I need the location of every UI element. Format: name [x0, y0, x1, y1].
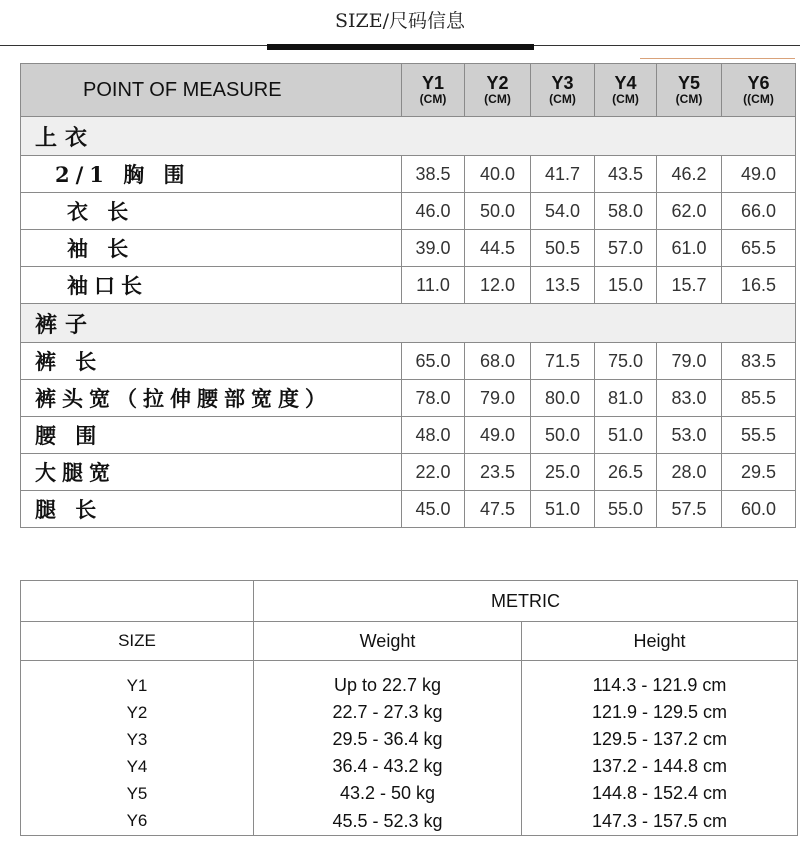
- size-label: Y2: [486, 73, 509, 93]
- size-header-y3: [531, 64, 595, 117]
- measure-value: 16.5: [722, 267, 796, 304]
- measure-value: 66.0: [722, 193, 796, 230]
- measure-label: 衣 长: [21, 193, 402, 230]
- weight-cell: 22.7 - 27.3 kg: [254, 699, 522, 726]
- measure-value: 54.0: [531, 193, 595, 230]
- measure-value: 60.0: [722, 491, 796, 528]
- height-cell: 144.8 - 152.4 cm: [522, 780, 798, 807]
- measure-value: 41.7: [531, 156, 595, 193]
- size-cell: Y6: [21, 807, 254, 836]
- measure-value: 25.0: [531, 454, 595, 491]
- measure-value: 13.5: [531, 267, 595, 304]
- measure-value: 29.5: [722, 454, 796, 491]
- measure-row: [21, 267, 796, 304]
- measure-value: 50.0: [531, 417, 595, 454]
- metric-size-table: [20, 580, 798, 836]
- size-label: Y5: [677, 73, 701, 93]
- header-accent-bar: [267, 44, 534, 50]
- size-header-y4: [595, 64, 657, 117]
- section-title: 裤子: [21, 304, 796, 343]
- size-label: Y4: [614, 73, 637, 93]
- weight-cell: 36.4 - 43.2 kg: [254, 753, 522, 780]
- measurement-header-row: [21, 64, 796, 117]
- size-label: Y6: [747, 73, 770, 93]
- size-cell: Y4: [21, 753, 254, 780]
- measure-row: [21, 380, 796, 417]
- height-cell: 137.2 - 144.8 cm: [522, 753, 798, 780]
- measure-value: 55.0: [595, 491, 657, 528]
- spacer-cell: [254, 661, 522, 673]
- measure-value: 11.0: [402, 267, 465, 304]
- measure-value: 79.0: [657, 343, 722, 380]
- measure-value: 50.5: [531, 230, 595, 267]
- measure-value: 78.0: [402, 380, 465, 417]
- measure-value: 49.0: [465, 417, 531, 454]
- measure-value: 83.0: [657, 380, 722, 417]
- measure-label: 裤 长: [21, 343, 402, 380]
- measure-value: 51.0: [595, 417, 657, 454]
- measure-row: [21, 491, 796, 528]
- measure-label: 腿 长: [21, 491, 402, 528]
- measure-value: 47.5: [465, 491, 531, 528]
- metric-row: [21, 726, 798, 753]
- size-column-header: SIZE: [21, 622, 254, 661]
- measure-value: 68.0: [465, 343, 531, 380]
- measure-value: 12.0: [465, 267, 531, 304]
- metric-row: [21, 672, 798, 699]
- metric-row: [21, 699, 798, 726]
- section-header-row: [21, 304, 796, 343]
- height-column-header: Height: [522, 622, 798, 661]
- measure-value: 50.0: [465, 193, 531, 230]
- height-cell: 121.9 - 129.5 cm: [522, 699, 798, 726]
- metric-row: [21, 780, 798, 807]
- height-cell: 129.5 - 137.2 cm: [522, 726, 798, 753]
- measure-value: 62.0: [657, 193, 722, 230]
- size-label: Y3: [551, 73, 574, 93]
- measure-label: 大腿宽: [21, 454, 402, 491]
- metric-row: [21, 753, 798, 780]
- height-cell: 114.3 - 121.9 cm: [522, 672, 798, 699]
- size-unit: (CM): [419, 92, 447, 106]
- measure-label: 袖 长: [21, 230, 402, 267]
- measurement-table: [20, 63, 796, 528]
- measure-value: 57.5: [657, 491, 722, 528]
- measure-value: 83.5: [722, 343, 796, 380]
- measure-value: 43.5: [595, 156, 657, 193]
- measure-value: 65.5: [722, 230, 796, 267]
- measure-label: 腰 围: [21, 417, 402, 454]
- measure-value: 55.5: [722, 417, 796, 454]
- weight-cell: 43.2 - 50 kg: [254, 780, 522, 807]
- measure-row: [21, 193, 796, 230]
- height-cell: 147.3 - 157.5 cm: [522, 807, 798, 836]
- measure-value: 51.0: [531, 491, 595, 528]
- decorative-line: [640, 58, 795, 59]
- measure-row: [21, 230, 796, 267]
- measure-value: 46.0: [402, 193, 465, 230]
- measure-value: 53.0: [657, 417, 722, 454]
- section-header-row: [21, 117, 796, 156]
- spacer-cell: [522, 661, 798, 673]
- size-header-y6: [722, 64, 796, 117]
- measure-value: 28.0: [657, 454, 722, 491]
- weight-cell: Up to 22.7 kg: [254, 672, 522, 699]
- measure-row: [21, 417, 796, 454]
- point-of-measure-header: POINT OF MEASURE: [21, 64, 402, 117]
- size-unit: ((CM): [743, 92, 774, 106]
- measure-value: 15.0: [595, 267, 657, 304]
- measure-row: [21, 454, 796, 491]
- metric-corner-cell: [21, 581, 254, 622]
- metric-header-row: [21, 581, 798, 622]
- size-unit: (CM): [675, 92, 703, 106]
- size-header-y1: [402, 64, 465, 117]
- measure-value: 49.0: [722, 156, 796, 193]
- metric-spacer-row: [21, 661, 798, 673]
- metric-row: [21, 807, 798, 836]
- measure-value: 38.5: [402, 156, 465, 193]
- measure-value: 57.0: [595, 230, 657, 267]
- measure-value: 58.0: [595, 193, 657, 230]
- size-cell: Y2: [21, 699, 254, 726]
- size-label: Y1: [421, 73, 445, 93]
- weight-cell: 45.5 - 52.3 kg: [254, 807, 522, 836]
- measure-value: 48.0: [402, 417, 465, 454]
- measure-value: 45.0: [402, 491, 465, 528]
- measure-row: [21, 343, 796, 380]
- measure-value: 22.0: [402, 454, 465, 491]
- size-cell: Y5: [21, 780, 254, 807]
- measure-value: 61.0: [657, 230, 722, 267]
- size-unit: (CM): [612, 92, 639, 106]
- size-cell: Y1: [21, 672, 254, 699]
- measure-value: 71.5: [531, 343, 595, 380]
- measure-value: 44.5: [465, 230, 531, 267]
- measure-label: 裤头宽（拉伸腰部宽度）: [21, 380, 402, 417]
- measure-value: 80.0: [531, 380, 595, 417]
- measure-label: 2/1 胸 围: [21, 156, 402, 193]
- size-cell: Y3: [21, 726, 254, 753]
- weight-cell: 29.5 - 36.4 kg: [254, 726, 522, 753]
- measure-value: 79.0: [465, 380, 531, 417]
- measure-row: [21, 156, 796, 193]
- weight-column-header: Weight: [254, 622, 522, 661]
- section-title: 上衣: [21, 117, 796, 156]
- measure-label: 袖口长: [21, 267, 402, 304]
- size-unit: (CM): [484, 92, 511, 106]
- measure-value: 15.7: [657, 267, 722, 304]
- size-header-y5: [657, 64, 722, 117]
- size-header-y2: [465, 64, 531, 117]
- metric-header: METRIC: [254, 581, 798, 622]
- measure-value: 39.0: [402, 230, 465, 267]
- measure-value: 26.5: [595, 454, 657, 491]
- measure-value: 23.5: [465, 454, 531, 491]
- measure-value: 81.0: [595, 380, 657, 417]
- measure-value: 85.5: [722, 380, 796, 417]
- size-unit: (CM): [549, 92, 576, 106]
- measure-value: 40.0: [465, 156, 531, 193]
- page-title: SIZE/尺码信息: [335, 10, 465, 32]
- measure-value: 75.0: [595, 343, 657, 380]
- spacer-cell: [21, 661, 254, 673]
- measure-value: 46.2: [657, 156, 722, 193]
- metric-subheader-row: [21, 622, 798, 661]
- measure-value: 65.0: [402, 343, 465, 380]
